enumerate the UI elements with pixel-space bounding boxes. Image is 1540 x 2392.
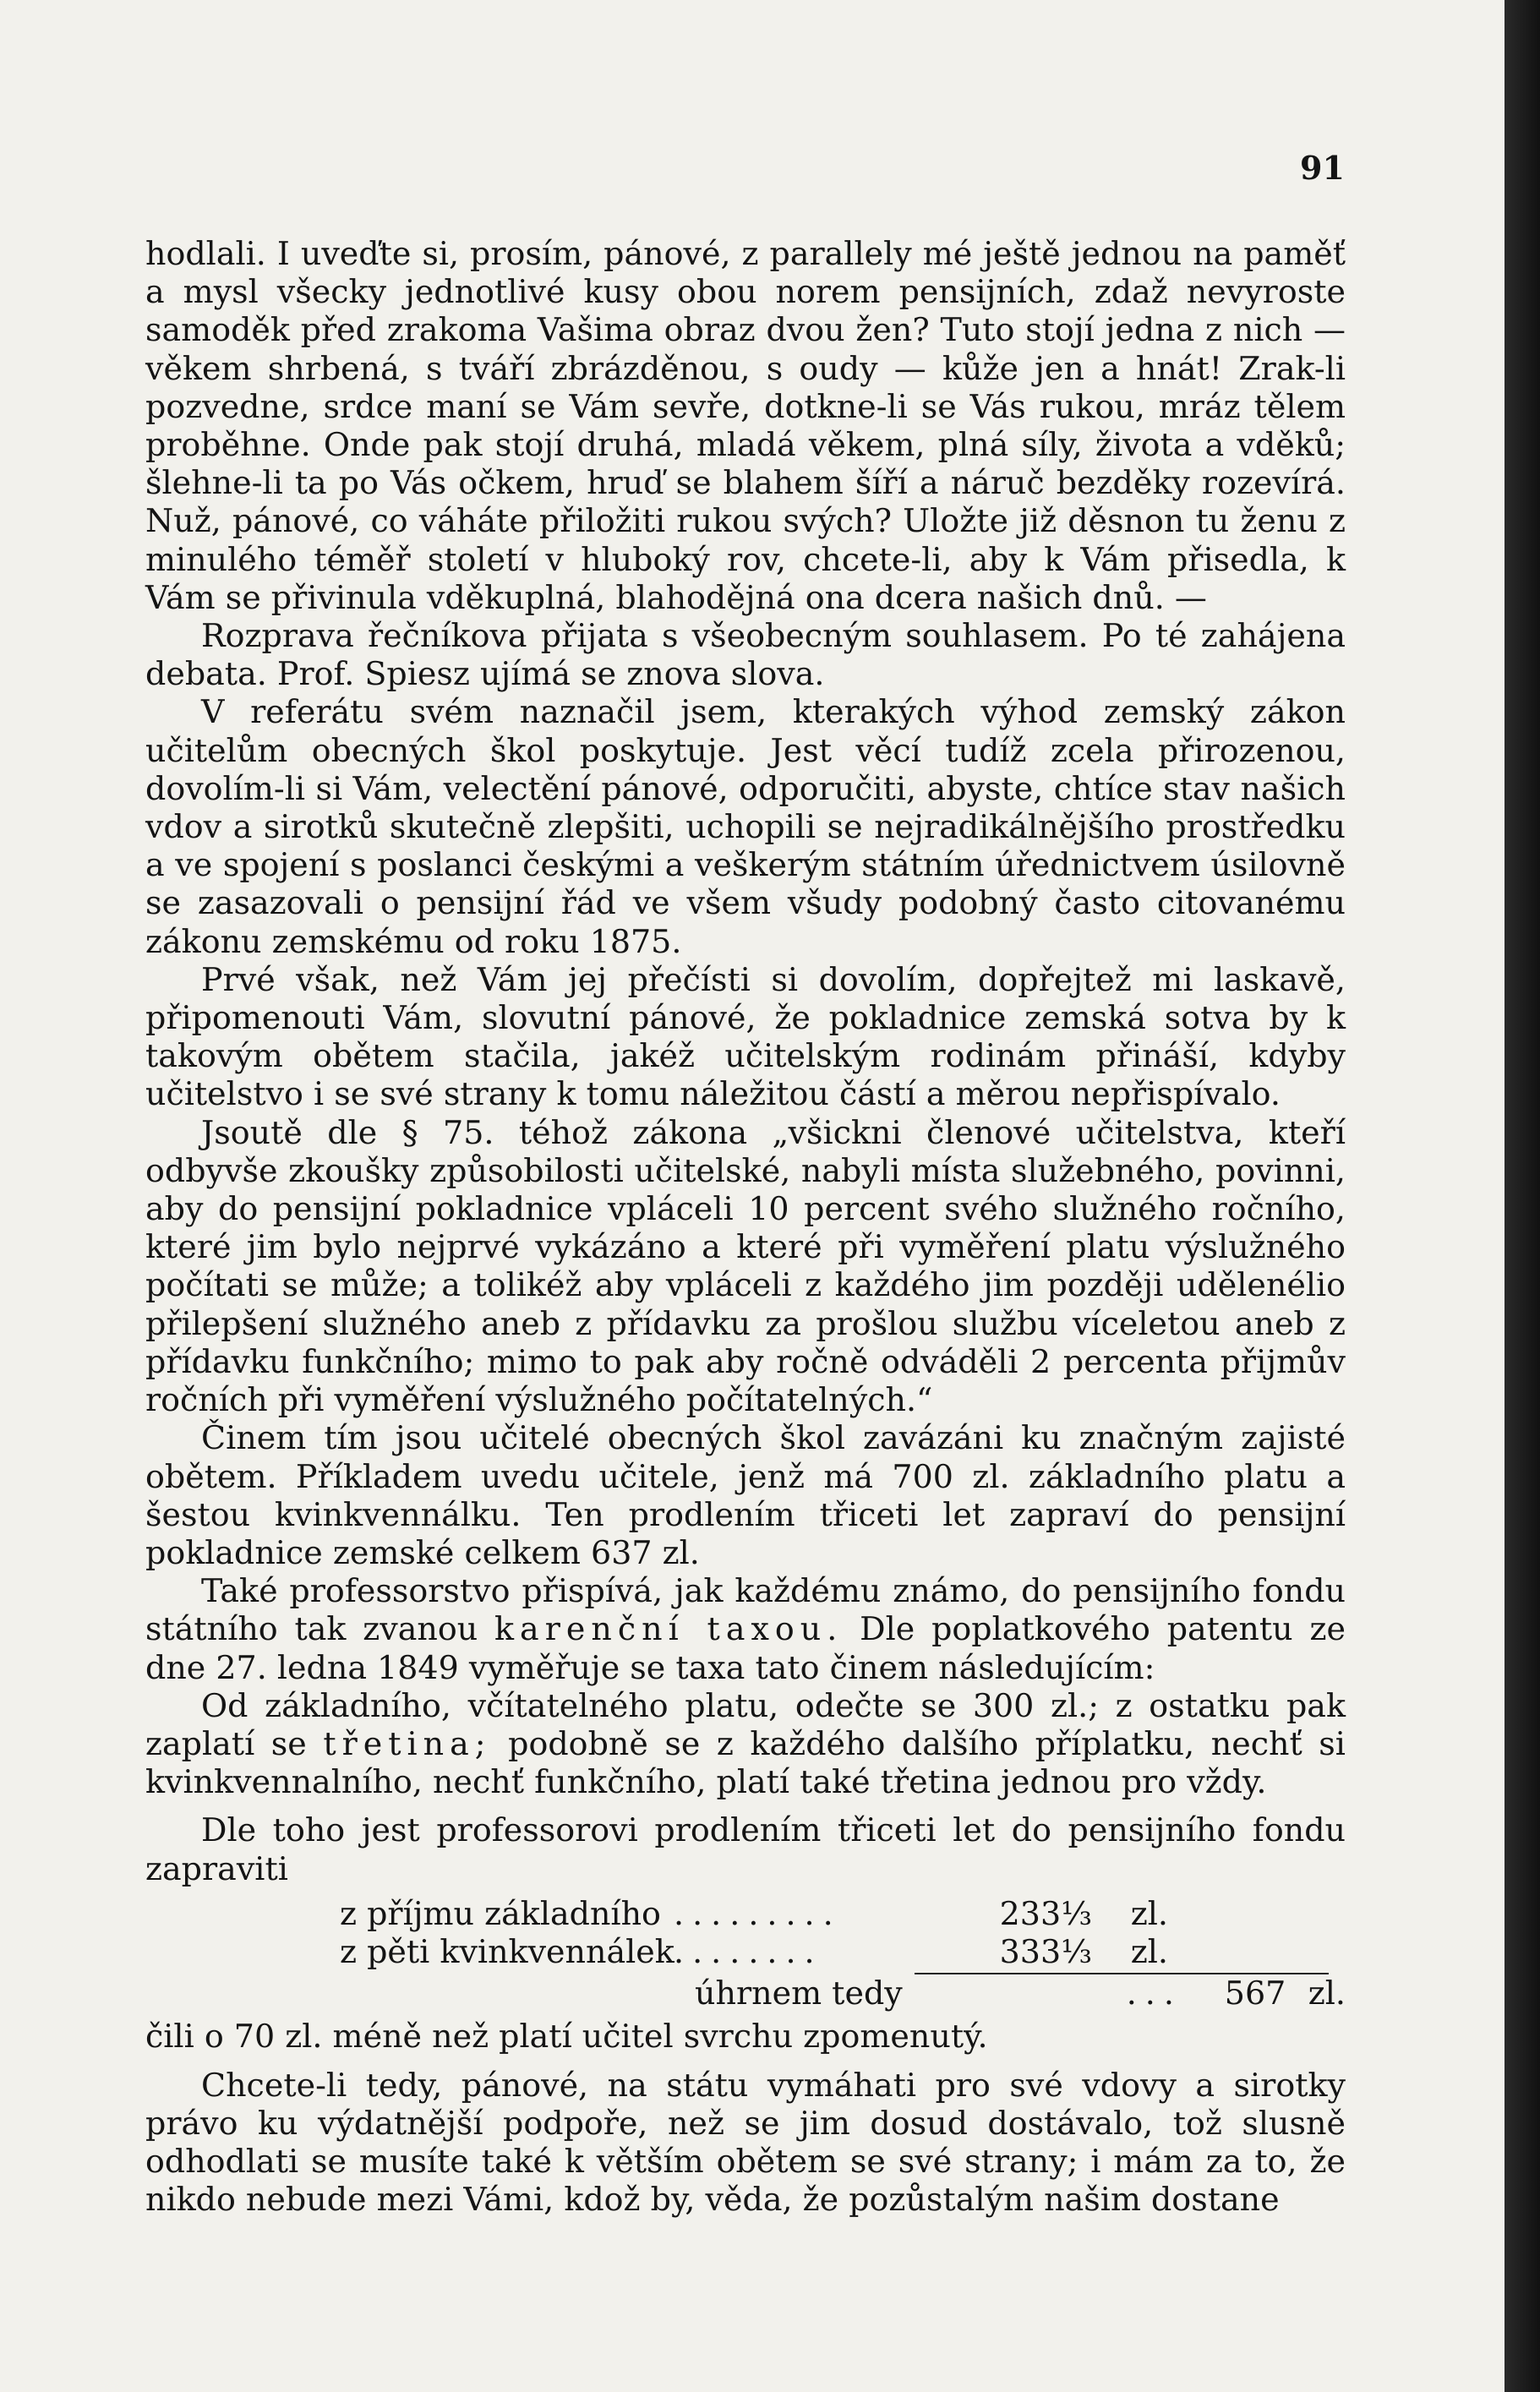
paragraph: V referátu svém naznačil jsem, kterakých výhod zemský zákon učitelům obecných škol poskytuje. Jest věcí tudíž zcela přirozenou, dovolím-li si Vám, velectění pánové, odporučiti, abyste, chtíce stav našich vdov a sirotků skutečně zlepšiti, uchopili se nejradikálnějšího prostředku a ve spojení s poslanci českými a veškerým státním úřednictvem úsilovně se zasazovali o pensijní řád ve všem všudy podobný často citovanému zákonu zemskému od roku 1875. — [145, 693, 1346, 960]
tally-table — [145, 1895, 1346, 2013]
text-run: podobně se z každého dalšího příplatku, nechť si kvinkvennalního, nechť funkčního, platí také třetina jednou pro vždy. — [145, 1724, 1346, 1801]
paragraph: čili o 70 zl. méně než platí učitel svrchu zpomenutý. — [145, 2018, 988, 2056]
text-run: Dle poplatkového patentu ze dne 27. ledna 1849 vyměřuje se taxa tato činem následujícím: — [145, 1610, 1346, 1686]
tally-total-label: úhrnem tedy — [695, 1974, 903, 2012]
paragraph: Jsoutě dle § 75. téhož zákona „všickni členové učitelstva, kteří odbyvše zkoušky způsobilosti učitelské, nabyli místa služebného, povinni, aby do pensijní pokladnice vpláceli 10 percent svého služného ročního, které jim bylo nejprvé vykázáno a které při vyměření platu výslužného počítati se může; a tolikéž aby vpláceli z každého jim později udělenélio přilepšení služného aneb z přídavku za prošlou službu víceletou aneb z přídavku funkčního; mimo to pak aby ročně odváděli 2 percenta přijmův ročních při vyměření výslužného počítatelných.“ — [145, 1113, 1346, 1419]
tally-row — [145, 1933, 1346, 1971]
tally-unit: zl. — [1130, 1932, 1168, 1970]
tally-label: z příjmu základního — [340, 1894, 661, 1932]
tally-total-row — [145, 1974, 1346, 2012]
tally-amount: 333⅓ — [999, 1932, 1092, 1970]
tally-leader: ........ — [674, 1932, 823, 1970]
paragraph: Rozprava řečníkova přijata s všeobecným souhlasem. Po té zahájena debata. Prof. Spiesz ujímá se znova slova. — [145, 617, 1346, 693]
tally-unit: zl. — [1308, 1974, 1346, 2012]
paragraph: hodlali. I uveďte si, prosím, pánové, z parallely mé ještě jednou na paměť a mysl všecky jednotlivé kusy obou norem pensijních, zdaž nevyroste samoděk před zrakoma Vašima obraz dvou žen? Tuto stojí jedna z nich — věkem shrbená, s tváří zbrázděnou, s oudy — kůže jen a hnát! Zrak-li pozvedne, srdce maní se Vám sevře, dotkne-li se Vás rukou, mráz tělem proběhne. Onde pak stojí druhá, mladá věkem, plná síly, života a vděků; šlehne-li ta po Vás očkem, hruď se blahem šíří a náruč bezděky rozevírá. Nuž, pánové, co váháte přiložiti rukou svých? Uložte již děsnon tu ženu z minulého téměř století v hluboký rov, chcete-li, aby k Vám přisedla, k Vám se přivinula vděkuplná, blahodějná ona dcera našich dnů. — — [145, 235, 1346, 616]
emphasis-spaced: karenční taxou. — [494, 1610, 844, 1648]
scan-edge — [1505, 0, 1540, 2392]
paragraph-professors — [145, 1572, 1346, 1687]
tally-row — [145, 1895, 1346, 1933]
tally-leader: ... — [1126, 1974, 1182, 2012]
text-run: Také professorstvo přispívá, jak každému známo, do pensijního fondu státního tak zvanou — [145, 1572, 1346, 1648]
text-run: Od základního, včítatelného platu, odečte se 300 zl.; z ostatku pak zaplatí se — [145, 1686, 1346, 1762]
paragraph: Dle toho jest professorovi prodlením třiceti let do pensijního fondu zapraviti — [145, 1811, 1346, 1887]
tally-label: z pěti kvinkvennálek — [340, 1932, 674, 1970]
body-text — [145, 235, 1346, 2219]
paragraph: Činem tím jsou učitelé obecných škol zavázáni ku značným zajisté obětem. Příkladem uvedu učitele, jenž má 700 zl. základního platu a šestou kvinkvennálku. Ten prodlením třiceti let zapraví do pensijní pokladnice zemské celkem 637 zl. — [145, 1419, 1346, 1571]
page-number: 91 — [1300, 149, 1345, 187]
emphasis-spaced: třetina; — [323, 1724, 492, 1762]
tally-leader: ......... — [674, 1894, 842, 1932]
paragraph: Prvé však, než Vám jej přečísti si dovolím, dopřejtež mi laskavě, připomenouti Vám, slovutní pánové, že pokladnice zemská sotva by k takovým obětem stačila, jakéž učitelským rodinám přináší, kdyby učitelstvo i se své strany k tomu náležitou částí a měrou nepřispívalo. — [145, 960, 1346, 1113]
tally-total-amount: 567 — [1224, 1974, 1286, 2012]
tally-unit: zl. — [1130, 1894, 1168, 1932]
paragraph: Chcete-li tedy, pánové, na státu vymáhati pro své vdovy a sirotky právo ku výdatnější podpoře, než se jim dosud dostávalo, tož slusně odhodlati se musíte také k větším obětem se své strany; i mám za to, že nikdo nebude mezi Vámi, kdož by, věda, že pozůstalým našim dostane — [145, 2066, 1346, 2219]
paragraph-rule — [145, 1687, 1346, 1802]
tally-amount: 233⅓ — [999, 1894, 1092, 1932]
